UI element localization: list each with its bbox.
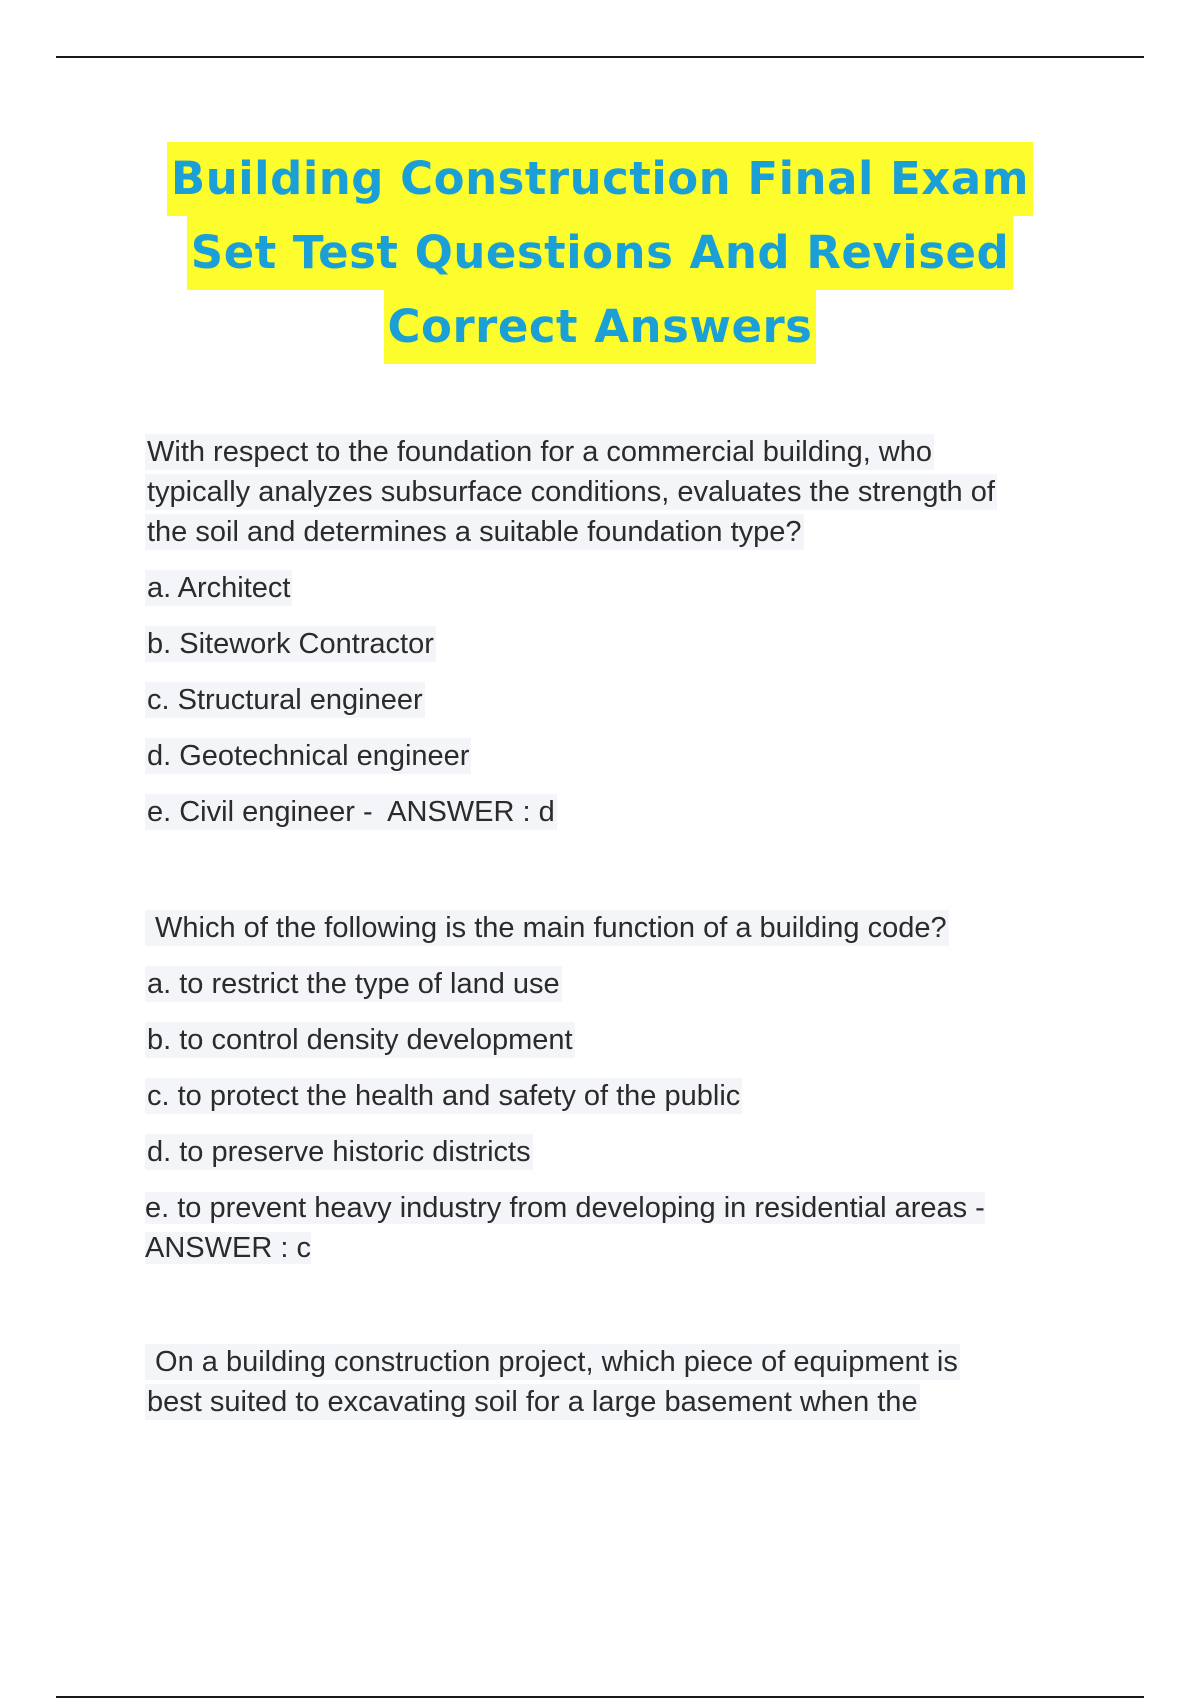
- footer-rule: [56, 1696, 1144, 1698]
- question-text: [145, 908, 1095, 948]
- question-line: typically analyzes subsurface conditions, evaluates the strength of: [147, 476, 995, 508]
- answer-option-c: c. Structural engineer: [147, 684, 423, 716]
- question-line: the soil and determines a suitable foundation type?: [147, 516, 802, 548]
- header-rule: [56, 56, 1144, 58]
- question-line: best suited to excavating soil for a large basement when the: [147, 1386, 918, 1418]
- question-line: On a building construction project, which piece of equipment is: [147, 1346, 958, 1378]
- answer-option-e: e. to prevent heavy industry from developing in residential areas - ANSWER : c: [145, 1192, 985, 1264]
- title-line-3: Correct Answers: [384, 290, 817, 364]
- answer-option-a: a. to restrict the type of land use: [147, 968, 560, 1000]
- question-text: [145, 1342, 1095, 1422]
- question-line: With respect to the foundation for a commercial building, who: [147, 436, 933, 468]
- answer-option-d: d. Geotechnical engineer: [147, 740, 470, 772]
- answer-option-a: a. Architect: [147, 572, 291, 604]
- answer-option-e: e. Civil engineer - ANSWER : d: [147, 796, 555, 828]
- question-block-3: [145, 1342, 1095, 1422]
- title-line-1: Building Construction Final Exam: [167, 142, 1033, 216]
- answer-option-b: b. to control density development: [147, 1024, 573, 1056]
- question-text: [145, 432, 1095, 552]
- title-line-2: Set Test Questions And Revised: [187, 216, 1013, 290]
- question-block-1: [145, 432, 1095, 848]
- answer-option-c: c. to protect the health and safety of the public: [147, 1080, 741, 1112]
- answer-option-b: b. Sitework Contractor: [147, 628, 434, 660]
- document-title: [0, 142, 1200, 364]
- question-block-2: [145, 908, 1095, 1268]
- question-line: Which of the following is the main function of a building code?: [147, 912, 947, 944]
- answer-option-d: d. to preserve historic districts: [147, 1136, 531, 1168]
